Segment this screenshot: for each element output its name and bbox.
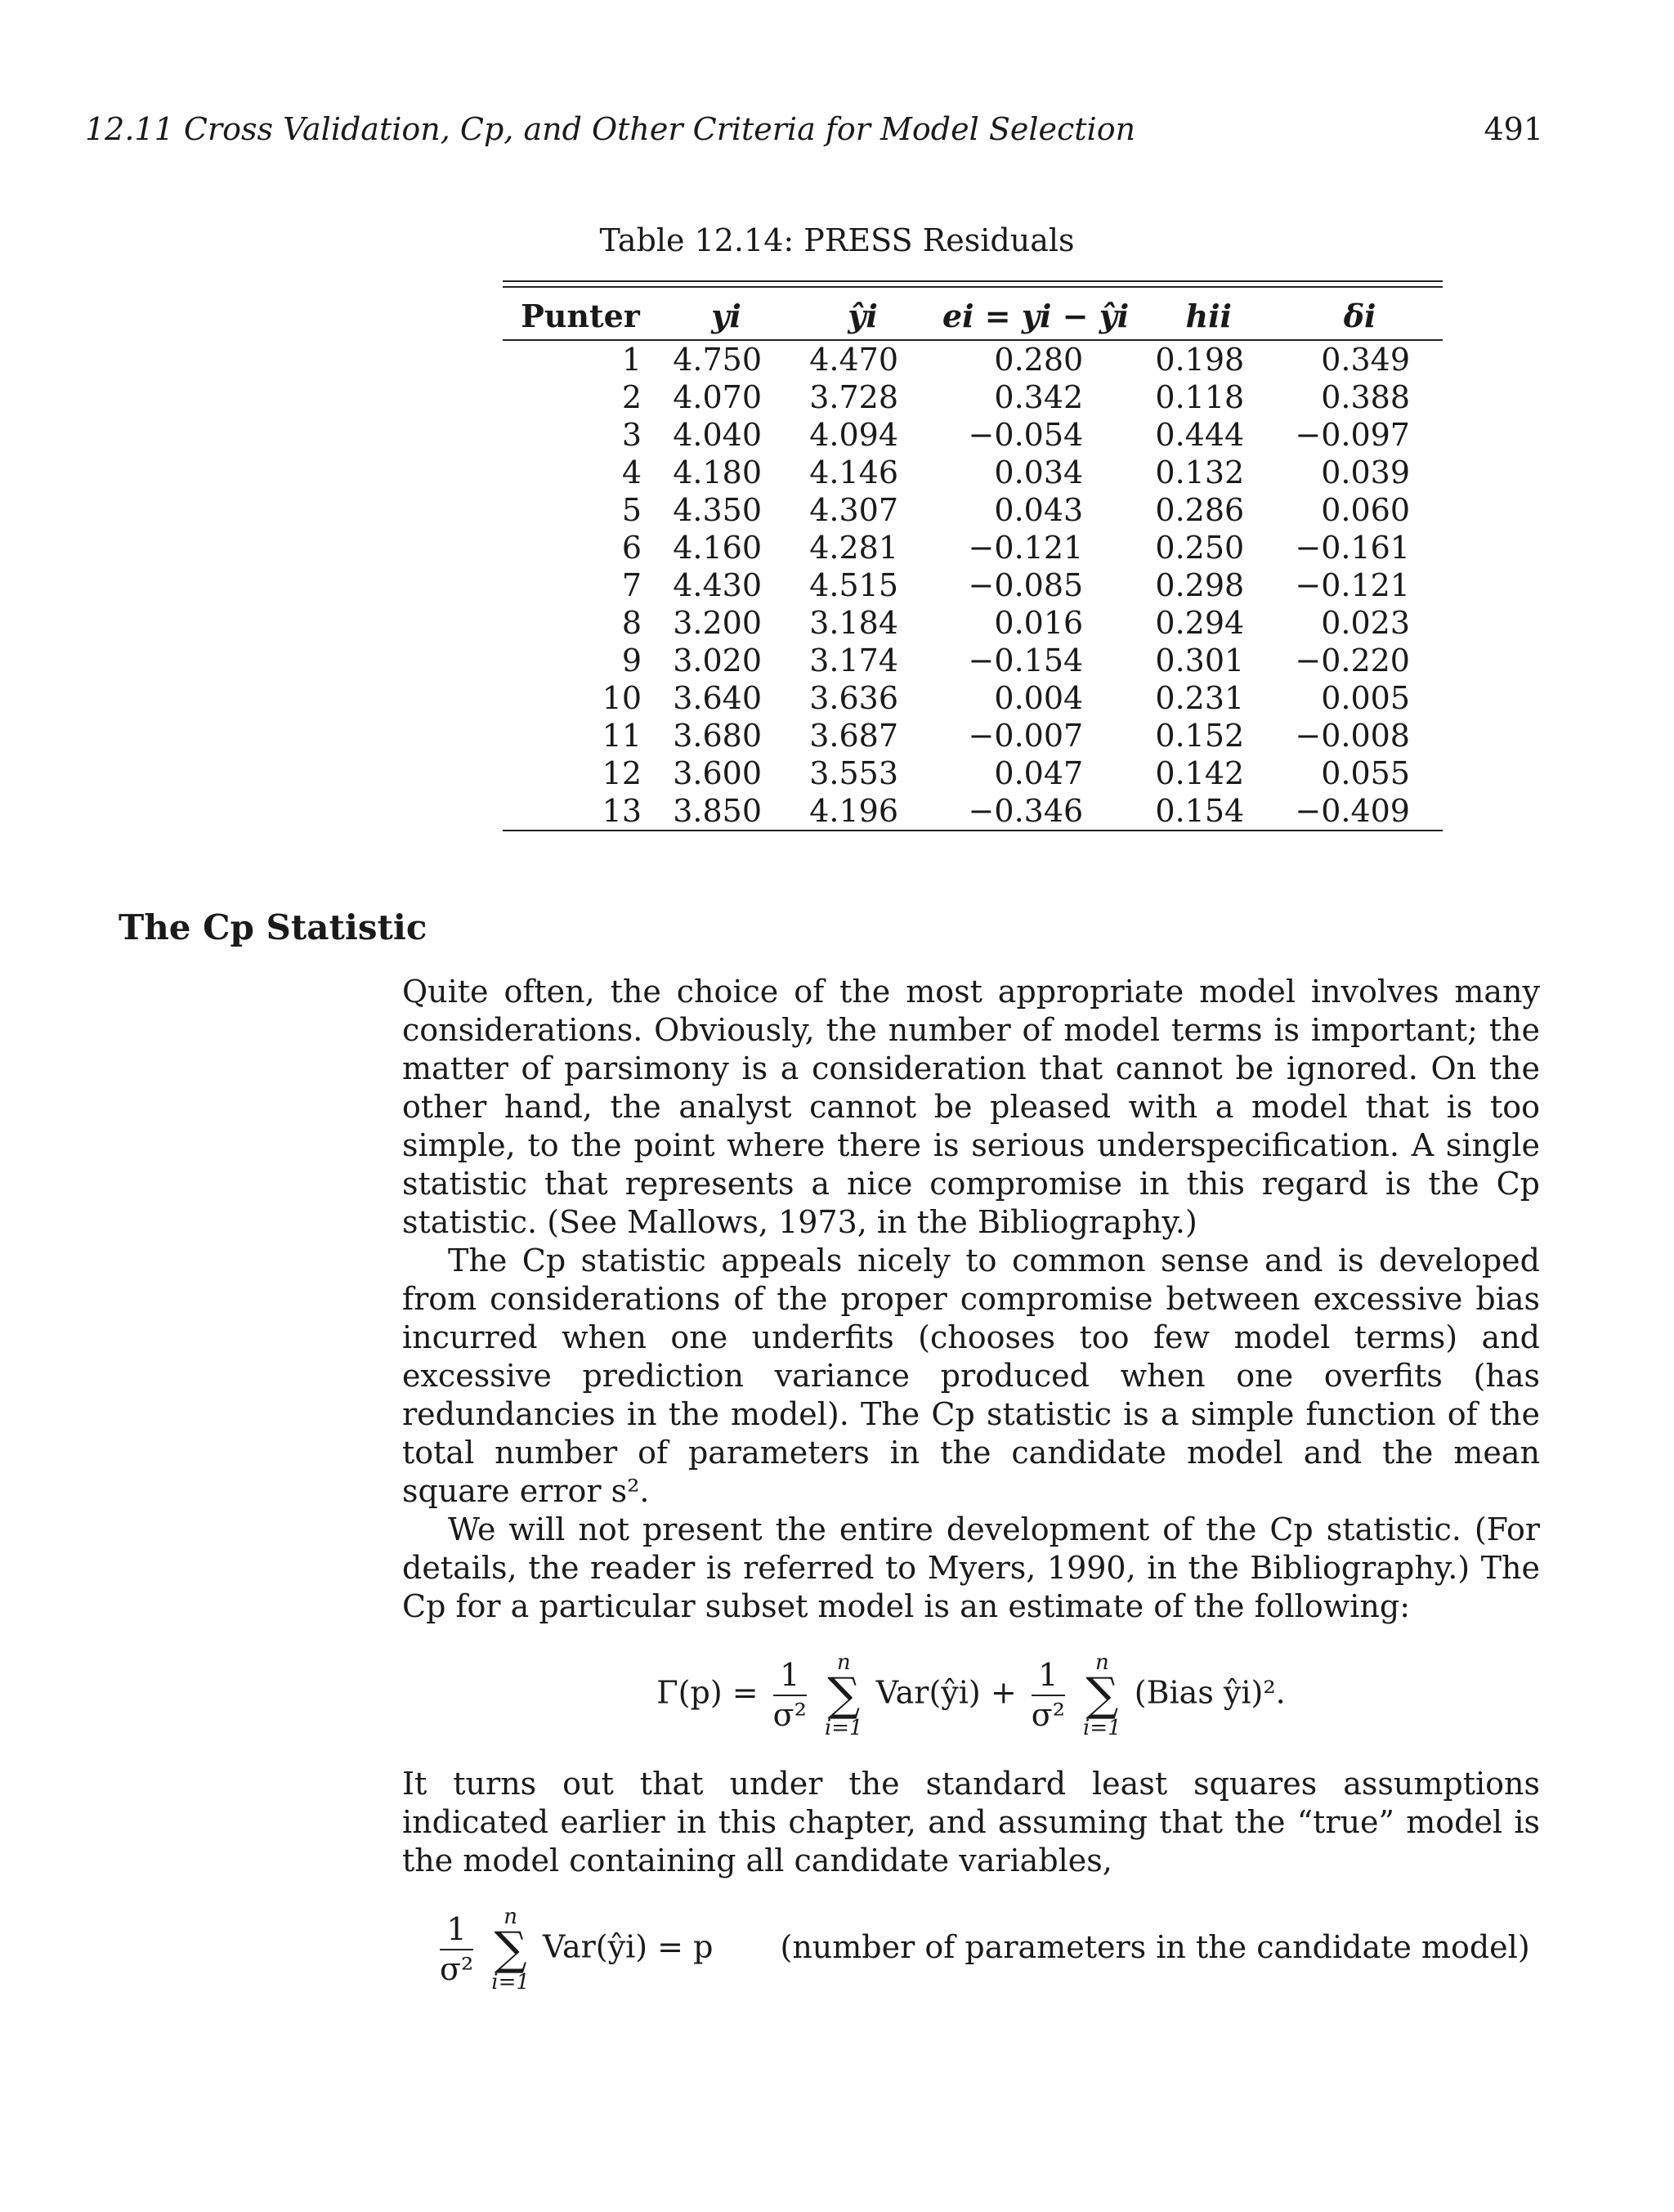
table-cell: −0.121 <box>968 530 1084 566</box>
table-cell: 4.196 <box>809 793 898 829</box>
fraction <box>773 1656 807 1735</box>
table-cell: 4.094 <box>809 417 898 453</box>
table-cell: 0.005 <box>1321 680 1410 716</box>
table-header-row <box>503 288 1443 340</box>
table-cell: 9 <box>621 643 642 678</box>
table-cell: −0.154 <box>968 643 1084 678</box>
table-cell: 2 <box>621 379 642 415</box>
table-cell: 3.200 <box>673 605 762 641</box>
table-cell: 0.060 <box>1321 492 1410 528</box>
table-cell: 13 <box>602 793 642 829</box>
equation-term: (Bias ŷi)². <box>1134 1674 1286 1711</box>
table-row <box>503 717 1443 754</box>
fraction-numerator: 1 <box>440 1910 473 1950</box>
table-cell: 4.430 <box>673 567 762 603</box>
table-cell: 0.055 <box>1321 755 1410 791</box>
table-cell: 3.553 <box>809 755 898 791</box>
table-cell: 0.388 <box>1321 379 1410 415</box>
table-cell: 3.680 <box>673 718 762 754</box>
table-grid <box>503 288 1443 830</box>
equation-term: Var(ŷi) + <box>875 1674 1017 1711</box>
table-cell: 3.600 <box>673 755 762 791</box>
sum-lower: i=1 <box>824 1716 863 1740</box>
column-header: ei = yi − ŷi <box>942 298 1130 334</box>
table-cell: 3.636 <box>809 680 898 716</box>
table-cell: 1 <box>621 342 642 378</box>
table-cell: 0.132 <box>1155 454 1245 490</box>
summation <box>491 1905 530 1995</box>
table-row <box>503 566 1443 604</box>
table-row <box>503 529 1443 566</box>
table-cell: 3 <box>621 417 642 453</box>
table-cell: 4.515 <box>809 567 898 603</box>
table-cell: 0.023 <box>1321 605 1410 641</box>
table-cell: 0.286 <box>1155 492 1245 528</box>
table-cell: 0.444 <box>1155 417 1245 453</box>
sum-upper: n <box>1094 1650 1109 1675</box>
table-caption: Table 12.14: PRESS Residuals <box>599 222 1075 258</box>
equation-gamma <box>402 1650 1540 1740</box>
table-cell: 0.154 <box>1155 793 1245 829</box>
table-cell: 0.004 <box>994 680 1084 716</box>
equation-term: Var(ŷi) = p <box>543 1928 714 1965</box>
fraction <box>440 1910 473 1989</box>
table-cell: 0.250 <box>1155 530 1245 566</box>
equation-lhs: Γ(p) = <box>656 1674 759 1711</box>
table-cell: 6 <box>621 530 642 566</box>
column-header: yi <box>711 298 741 334</box>
paragraph: We will not present the entire development of the Cp statistic. (For details, the reader is referred to Myers, 1990, in the Bibliography.) The Cp for a particular subset model is an estimate of the following: <box>402 1511 1540 1624</box>
equation-note: (number of parameters in the candidate model) <box>780 1928 1530 1965</box>
sigma-symbol: ∑ <box>494 1923 527 1976</box>
table-cell: 0.231 <box>1155 680 1245 716</box>
table-cell: 3.020 <box>673 643 762 678</box>
table-cell: 4.281 <box>809 530 898 566</box>
table-cell: 3.850 <box>673 793 762 829</box>
table-row <box>503 642 1443 679</box>
sum-upper: n <box>836 1650 851 1675</box>
sum-upper: n <box>504 1905 517 1929</box>
column-header: hii <box>1185 298 1232 334</box>
running-head: 12.11 Cross Validation, Cp, and Other Criteria for Model Selection <box>85 111 1136 147</box>
table-cell: 0.301 <box>1155 643 1245 678</box>
table-cell: 0.280 <box>994 342 1084 378</box>
table-cell: 7 <box>621 567 642 603</box>
fraction <box>1032 1656 1065 1735</box>
paragraph: Quite often, the choice of the most appropriate model involves many considerations. Obviously, the number of model terms is important; the matter of parsimony is a consideration that cannot be ignored. On the other hand, the analyst cannot be pleased with a model that is too simple, to the point where there is serious underspecification. A single statistic that represents a nice compromise in this regard is the Cp statistic. (See Mallows, 1973, in the Bibliography.) <box>402 974 1540 1240</box>
table-cell: 0.349 <box>1321 342 1410 378</box>
table-cell: 5 <box>621 492 642 528</box>
equation-variance <box>435 1905 1540 1995</box>
table-cell: −0.409 <box>1295 793 1410 829</box>
table-cell: 0.039 <box>1321 454 1410 490</box>
table-cell: 0.016 <box>994 605 1084 641</box>
fraction-numerator: 1 <box>1032 1656 1065 1696</box>
table-cell: 0.118 <box>1155 379 1245 415</box>
table-cell: 0.152 <box>1155 718 1245 754</box>
table-cell: −0.161 <box>1295 530 1410 566</box>
table-row <box>503 754 1443 792</box>
fraction-denominator: σ² <box>1031 1697 1065 1733</box>
table-cell: −0.008 <box>1295 718 1410 754</box>
table-cell: 4.070 <box>673 379 762 415</box>
summation <box>1083 1650 1121 1740</box>
table-row <box>503 604 1443 642</box>
table-top-rule <box>503 280 1443 282</box>
paragraph: It turns out that under the standard least squares assumptions indicated earlier in this chapter, and assuming that the “true” model is the model containing all candidate variables, <box>402 1766 1540 1878</box>
page-number: 491 <box>1484 111 1543 147</box>
section-heading: The Cp Statistic <box>119 907 427 947</box>
table-cell: 4.160 <box>673 530 762 566</box>
table-cell: 0.034 <box>994 454 1084 490</box>
table-bottom-rule <box>503 830 1443 831</box>
table-cell: 4 <box>621 454 642 490</box>
table-cell: −0.054 <box>968 417 1084 453</box>
table-cell: −0.097 <box>1295 417 1410 453</box>
fraction-denominator: σ² <box>772 1697 807 1733</box>
table-cell: 0.198 <box>1155 342 1245 378</box>
sum-lower: i=1 <box>491 1970 530 1995</box>
table-row <box>503 491 1443 529</box>
table-body <box>503 340 1443 830</box>
table-cell: 3.687 <box>809 718 898 754</box>
body-text <box>402 973 1540 1995</box>
fraction-denominator: σ² <box>440 1951 474 1987</box>
table-cell: −0.121 <box>1295 567 1410 603</box>
table-row <box>503 792 1443 830</box>
table-cell: 4.180 <box>673 454 762 490</box>
table-cell: 4.307 <box>809 492 898 528</box>
table-cell: 3.184 <box>809 605 898 641</box>
table-cell: 0.294 <box>1155 605 1245 641</box>
table-row <box>503 340 1443 378</box>
column-header: ŷi <box>848 298 878 334</box>
sum-lower: i=1 <box>1083 1716 1121 1740</box>
table-cell: 0.043 <box>994 492 1084 528</box>
table-cell: 8 <box>621 605 642 641</box>
table-cell: 4.470 <box>809 342 898 378</box>
table-cell: 0.142 <box>1155 755 1245 791</box>
table-cell: 4.750 <box>673 342 762 378</box>
table-cell: 4.040 <box>673 417 762 453</box>
column-header: δi <box>1343 298 1376 334</box>
table-row <box>503 416 1443 454</box>
table-cell: 0.298 <box>1155 567 1245 603</box>
table-cell: 12 <box>602 755 642 791</box>
table-row <box>503 378 1443 416</box>
table-row <box>503 679 1443 717</box>
fraction-numerator: 1 <box>773 1656 807 1696</box>
press-residuals-table <box>503 280 1443 831</box>
table-cell: −0.085 <box>968 567 1084 603</box>
table-cell: 0.047 <box>994 755 1084 791</box>
table-cell: −0.346 <box>968 793 1084 829</box>
table-row <box>503 454 1443 491</box>
table-cell: 3.174 <box>809 643 898 678</box>
column-header: Punter <box>521 298 640 334</box>
table-cell: −0.220 <box>1295 643 1410 678</box>
table-cell: 3.728 <box>809 379 898 415</box>
paragraph: The Cp statistic appeals nicely to common sense and is developed from considerations of the proper compromise between excessive bias incurred when one underfits (chooses too few model terms) and excessive prediction variance produced when one overfits (has redundancies in the model). The Cp statistic is a simple function of the total number of parameters in the candidate model and the mean square error s². <box>402 1243 1540 1509</box>
table-cell: 4.146 <box>809 454 898 490</box>
sigma-symbol: ∑ <box>827 1668 861 1722</box>
table-cell: 10 <box>602 680 642 716</box>
table-cell: −0.007 <box>968 718 1084 754</box>
sigma-symbol: ∑ <box>1085 1668 1119 1722</box>
summation <box>825 1650 863 1740</box>
table-cell: 11 <box>602 718 642 754</box>
table-cell: 4.350 <box>673 492 762 528</box>
table-cell: 3.640 <box>673 680 762 716</box>
table-cell: 0.342 <box>994 379 1084 415</box>
